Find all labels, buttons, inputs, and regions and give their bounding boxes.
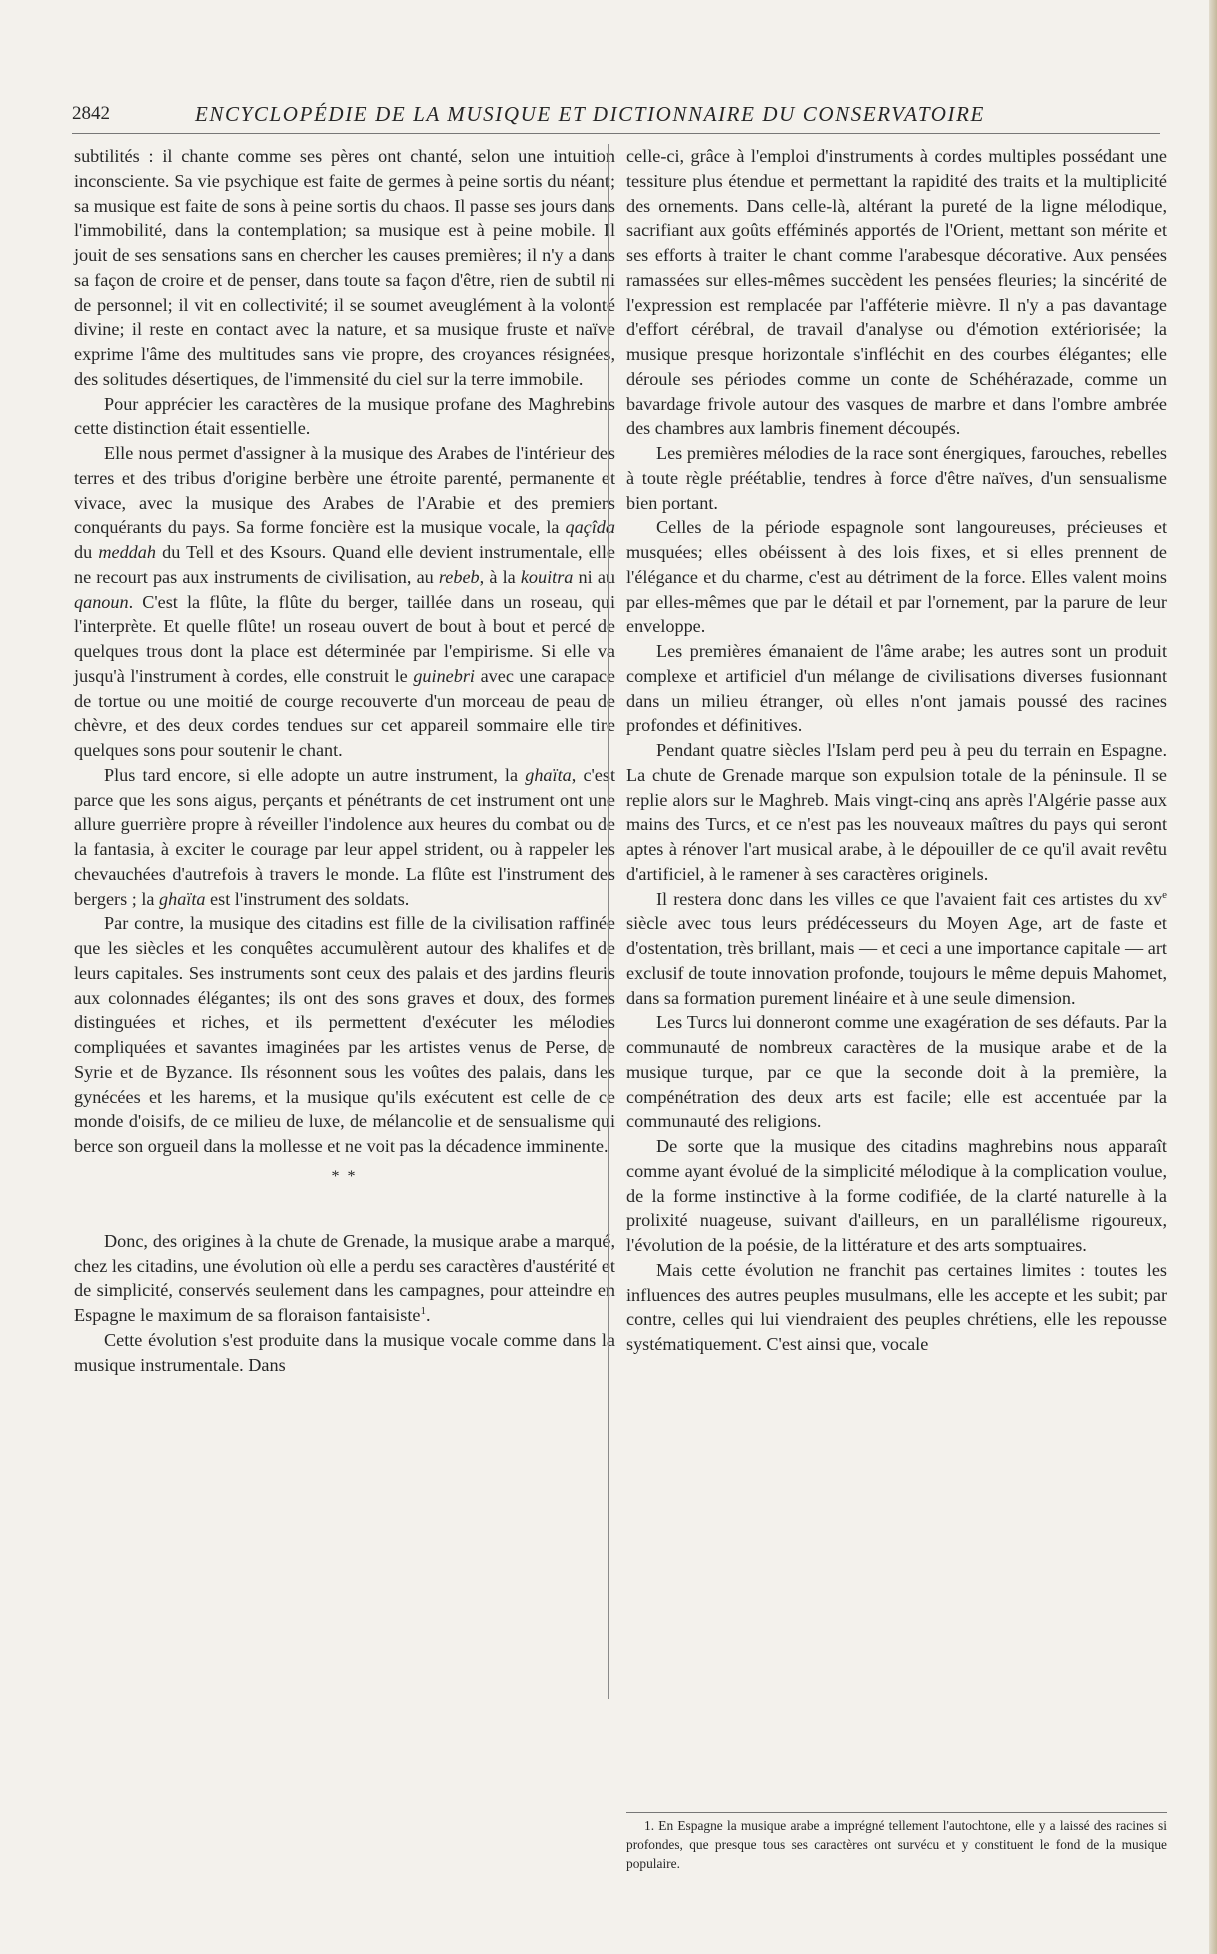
italic-term: qanoun — [74, 591, 129, 612]
paragraph: Les premières mélodies de la race sont énergiques, farouches, rebelles à toute règle préétablie, tendres à force d'être naïves, d'un sensualisme bien portant. — [626, 443, 1167, 513]
text-run: ni au — [573, 566, 615, 587]
italic-term: rebeb — [438, 566, 480, 587]
right-column — [626, 144, 1167, 1357]
paragraph: Les Turcs lui donneront comme une exagération de ses défauts. Par la communauté de nombreux caractères de la musique arabe et de la musique turque, par ce que la seconde doit à la première, la compénétration des deux arts est facile; elle est accentuée par la communauté des religions. — [626, 1012, 1167, 1132]
footnote — [626, 1816, 1167, 1873]
italic-term: ghaïta — [159, 888, 206, 909]
text-run: Elle nous permet d'assigner à la musique des Arabes de l'intérieur des terres et des tribus d'origine berbère une étroite parenté, permanente et vivace, avec la musique des Arabes de l'Arabie et des premiers conquérants du pays. Sa forme foncière est la musique vocale, la — [74, 443, 615, 538]
italic-term: guinebri — [413, 665, 475, 686]
text-run: . C'est la flûte, la flûte du berger, taillée dans un roseau, qui l'interprète. Et quelle flûte! un roseau ouvert de bout à bout et percé de quelques trous dont la place est déterminée par l'empirisme. Si elle va jusqu'à l'instrument à cordes, elle construit le — [74, 591, 615, 686]
italic-term: qaçîda — [565, 517, 615, 538]
paragraph: celle-ci, grâce à l'emploi d'instruments à cordes multiples possédant une tessiture plus étendue et permettant la rapidité des traits et la multiplicité des ornements. Dans celle-là, altérant la pureté de la ligne mélodique, sacrifiant aux goûts efféminés apportés de l'Orient, mettant son mérite et ses efforts à traiter le chant comme l'arabesque décorative. Aux pensées ramassées sur elles-mêmes succèdent les pensées fleuries; la sincérité de l'expression est remplacée par l'afféterie mièvre. Il n'y a pas davantage d'effort cérébral, de travail d'analyse ou d'émotion extériorisée; la musique presque horizontale s'infléchit en des courbes élégantes; elle déroule ses périodes comme un conte de Schéhérazade, comme un bavardage frivole autour des vasques de marbre et dans l'ombre ambrée des chambres aux lambris finement découpés. — [626, 146, 1167, 439]
paragraph: subtilités : il chante comme ses pères ont chanté, selon une intuition inconsciente. Sa vie psychique est faite de germes à peine sortis du néant; sa musique est faite de sons à peine sortis du chaos. Il passe ses jours dans l'immobilité, dans la contemplation; sa musique est à peine mobile. Il jouit de ses sensations sans en chercher les causes premières; il n'y a dans sa façon de croire et de penser, dans toute sa façon d'être, rien de subtil ni de personnel; il vit en collectivité; il se soumet aveuglément à la volonté divine; il reste en contact avec la nature, et sa musique fruste et naïve exprime l'âme des multitudes sans vie propre, des croyances résignées, des solitudes désertiques, de l'immensité du ciel sur la terre immobile. — [74, 146, 615, 389]
paragraph — [74, 441, 615, 763]
column-divider — [608, 144, 609, 1699]
footnote-marker: 1 — [420, 1304, 426, 1317]
text-run: avec une carapace de tortue ou une moitié de courge recouverte d'un morceau de peau de chèvre, et des deux cordes tendues sur cet appareil sommaire elle tire quelques sons pour soutenir le chant. — [74, 665, 615, 760]
paragraph — [74, 763, 615, 912]
text-run: du Tell et des Ksours. Quand elle devient instrumentale, elle ne recourt pas aux instruments de civilisation, au — [74, 542, 616, 587]
paragraph: Par contre, la musique des citadins est fille de la civilisation raffinée que les siècles et les conquêtes accumulèrent autour des khalifes et de leurs capitales. Ses instruments sont ceux des palais et des jardins fleuris aux colonnades élégantes; ils ont des sons graves et doux, des formes distinguées et riches, et ils permettent d'exécuter les mélodies compliquées et savantes imaginées par les artistes venus de Perse, de Syrie et de Byzance. Ils résonnent sous les voûtes des palais, dans les gynécées et les harems, et la musique qu'ils exécutent est celle de ce monde d'oisifs, de ce milieu de luxe, de mélancolie et de sensualisme qui berce son orgueil dans la mollesse et ne voit pas la décadence imminente. — [74, 913, 615, 1156]
running-title: ENCYCLOPÉDIE DE LA MUSIQUE ET DICTIONNAIRE DU CONSERVATOIRE — [195, 102, 985, 126]
paragraph: Cette évolution s'est produite dans la musique vocale comme dans la musique instrumentale. Dans — [74, 1329, 615, 1375]
paragraph: De sorte que la musique des citadins maghrebins nous apparaît comme ayant évolué de la simplicité mélodique à la complication voulue, de la forme instinctive à la forme codifiée, de la clarté naturelle à la prolixité nuageuse, suivant d'ailleurs, en un parallélisme rigoureux, l'évolution de la poésie, de la littérature et des arts somptuaires. — [626, 1136, 1167, 1255]
paragraph: Celles de la période espagnole sont langoureuses, précieuses et musquées; elles obéissent à des lois fixes, et si elles prennent de l'élégance et du charme, c'est au détriment de la force. Elles valent moins par elles-mêmes que par le détail et par l'ornement, par la parure de leur enveloppe. — [626, 517, 1167, 637]
section-separator — [74, 1165, 615, 1189]
text-run: Plus tard encore, si elle adopte un autre instrument, la — [104, 764, 526, 785]
page-edge-shadow — [1209, 0, 1217, 1954]
footnote-text: 1. En Espagne la musique arabe a imprégné tellement l'autochtone, elle y a laissé des racines si profondes, que presque tous ses caractères ont survécu et y constituent le fond de la musique populaire. — [626, 1818, 1167, 1871]
italic-term: ghaïta — [525, 764, 572, 785]
paragraph: Mais cette évolution ne franchit pas certaines limites : toutes les influences des autres peuples musulmans, elle les accepte et les subit; par contre, celles qui lui viendraient des peuples chrétiens, elle les repousse systématiquement. C'est ainsi que, vocale — [626, 1259, 1167, 1354]
page-number: 2842 — [72, 103, 110, 124]
paragraph — [626, 887, 1167, 1011]
paragraph: Pendant quatre siècles l'Islam perd peu à peu du terrain en Espagne. La chute de Grenade marque son expulsion totale de la péninsule. Il se replie alors sur le Maghreb. Mais vingt-cinq ans après l'Algérie passe aux mains des Turcs, et ce n'est pas les nouveaux maîtres du pays qui seront aptes à rénover l'art musical arabe, à le dépouiller de ce qu'il avait revêtu d'artificiel, à le ramener à ses caractères originels. — [626, 740, 1167, 884]
text-run: . — [425, 1305, 431, 1325]
paragraph: Pour apprécier les caractères de la musique profane des Maghrebins cette distinction était essentielle. — [74, 393, 615, 439]
text-run: , à la — [479, 566, 521, 587]
asterism: * * — [331, 1167, 358, 1185]
paragraph: Les premières émanaient de l'âme arabe; les autres sont un produit complexe et artificiel d'un mélange de civilisations diverses fusionnant dans un milieu étranger, où elles n'ont jamais poussé des racines profondes et définitives. — [626, 641, 1167, 736]
page-header — [72, 100, 1160, 128]
paragraph — [74, 1229, 615, 1328]
text-run: est l'instrument des soldats. — [205, 888, 410, 909]
text-run: siècle avec tous leurs prédécesseurs du Moyen Age, art de faste et d'ostentation, très brillant, mais — et ceci a une importance capitale — art exclusif de toute innovation profonde, toujours le même depuis Mahomet, dans sa formation purement linéaire et à une seule dimension. — [626, 913, 1167, 1008]
italic-term: kouitra — [520, 566, 574, 587]
italic-term: meddah — [98, 542, 156, 562]
text-run: Il restera donc dans les villes ce que l'avaient fait ces artistes du — [656, 888, 1144, 909]
footnote-rule — [626, 1812, 1167, 1813]
text-run: , c'est parce que les sons aigus, perçants et pénétrants de cet instrument ont une allure guerrière propre à réveiller l'indolence aux heures du combat ou de la fantasia, à exciter le courage par leur appel strident, ou à rappeler les chevauchées d'autrefois à travers le monde. La flûte est l'instrument des bergers ; la — [74, 764, 615, 909]
ordinal-suffix: e — [1162, 888, 1167, 901]
header-rule — [72, 133, 1160, 134]
text-run: Donc, des origines à la chute de Grenade, la musique arabe a marqué, chez les citadins, une évolution où elle a perdu ses caractères d'austérité et de simplicité, conservés seulement dans les campagnes, pour atteindre en Espagne le maximum de sa floraison fantaisiste — [74, 1230, 615, 1325]
left-column — [74, 144, 615, 1377]
roman-numeral: xv — [1143, 888, 1163, 909]
text-run: du — [74, 542, 99, 562]
